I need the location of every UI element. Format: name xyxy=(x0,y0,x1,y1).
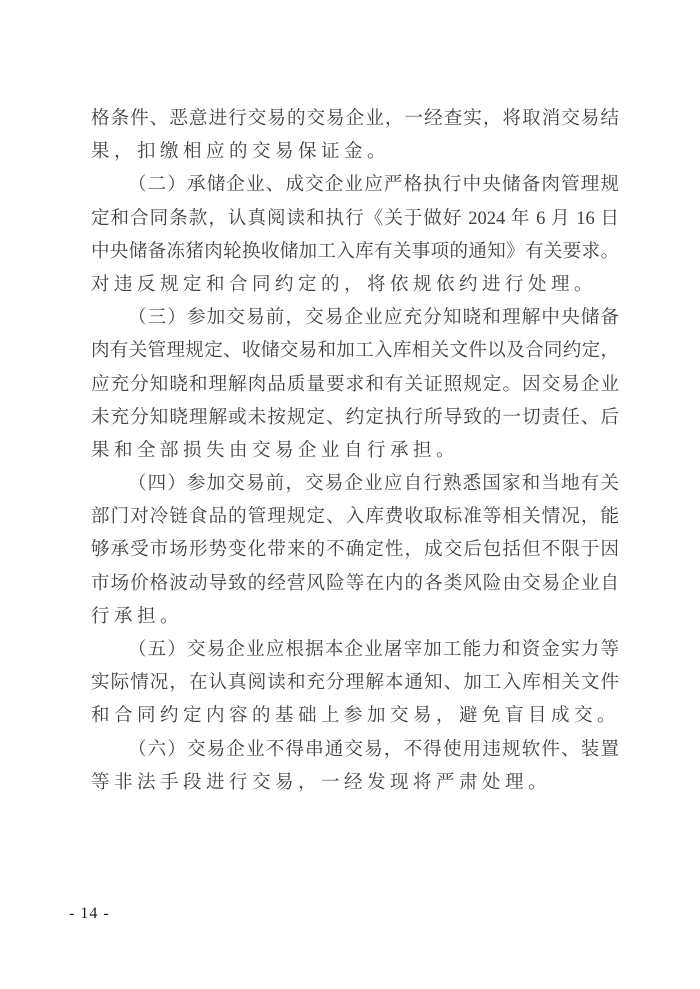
text-line: 应充分知晓和理解肉品质量要求和有关证照规定。因交易企业 xyxy=(91,374,619,395)
text-line: 肉有关管理规定、收储交易和加工入库相关文件以及合同约定， xyxy=(91,341,619,362)
page-number: - 14 - xyxy=(69,905,110,922)
text-line: （三）参加交易前，交易企业应充分知晓和理解中央储备 xyxy=(128,308,619,329)
text-line: 实际情况，在认真阅读和充分理解本通知、加工入库相关文件 xyxy=(91,673,619,694)
text-line: 果，扣缴相应的交易保证金。 xyxy=(91,142,391,163)
text-line: 市场价格波动导致的经营风险等在内的各类风险由交易企业自 xyxy=(91,573,619,594)
document-body xyxy=(91,103,619,800)
text-line: 定和合同条款，认真阅读和执行《关于做好 2024 年 6 月 16 日 xyxy=(91,208,619,229)
text-line: 行承担。 xyxy=(91,606,184,627)
text-line: 果和全部损失由交易企业自行承担。 xyxy=(91,440,460,461)
text-line: 未充分知晓理解或未按规定、约定执行所导致的一切责任、后 xyxy=(91,407,619,428)
text-line: 格条件、恶意进行交易的交易企业，一经查实，将取消交易结 xyxy=(91,109,619,129)
text-line: 对违反规定和合同约定的，将依规依约进行处理。 xyxy=(91,274,598,295)
text-line: 等非法手段进行交易，一经发现将严肃处理。 xyxy=(91,772,552,793)
text-line: （六）交易企业不得串通交易，不得使用违规软件、装置 xyxy=(128,739,619,760)
text-line: （二）承储企业、成交企业应严格执行中央储备肉管理规 xyxy=(128,175,619,196)
text-line: （四）参加交易前，交易企业应自行熟悉国家和当地有关 xyxy=(128,474,619,495)
text-line: 够承受市场形势变化带来的不确定性，成交后包括但不限于因 xyxy=(91,540,619,561)
text-line: （五）交易企业应根据本企业屠宰加工能力和资金实力等 xyxy=(128,640,619,660)
text-line: 部门对冷链食品的管理规定、入库费收取标准等相关情况，能 xyxy=(91,507,619,528)
text-line: 和合同约定内容的基础上参加交易，避免盲目成交。 xyxy=(91,706,621,727)
text-line: 中央储备冻猪肉轮换收储加工入库有关事项的通知》有关要求。 xyxy=(91,241,619,262)
